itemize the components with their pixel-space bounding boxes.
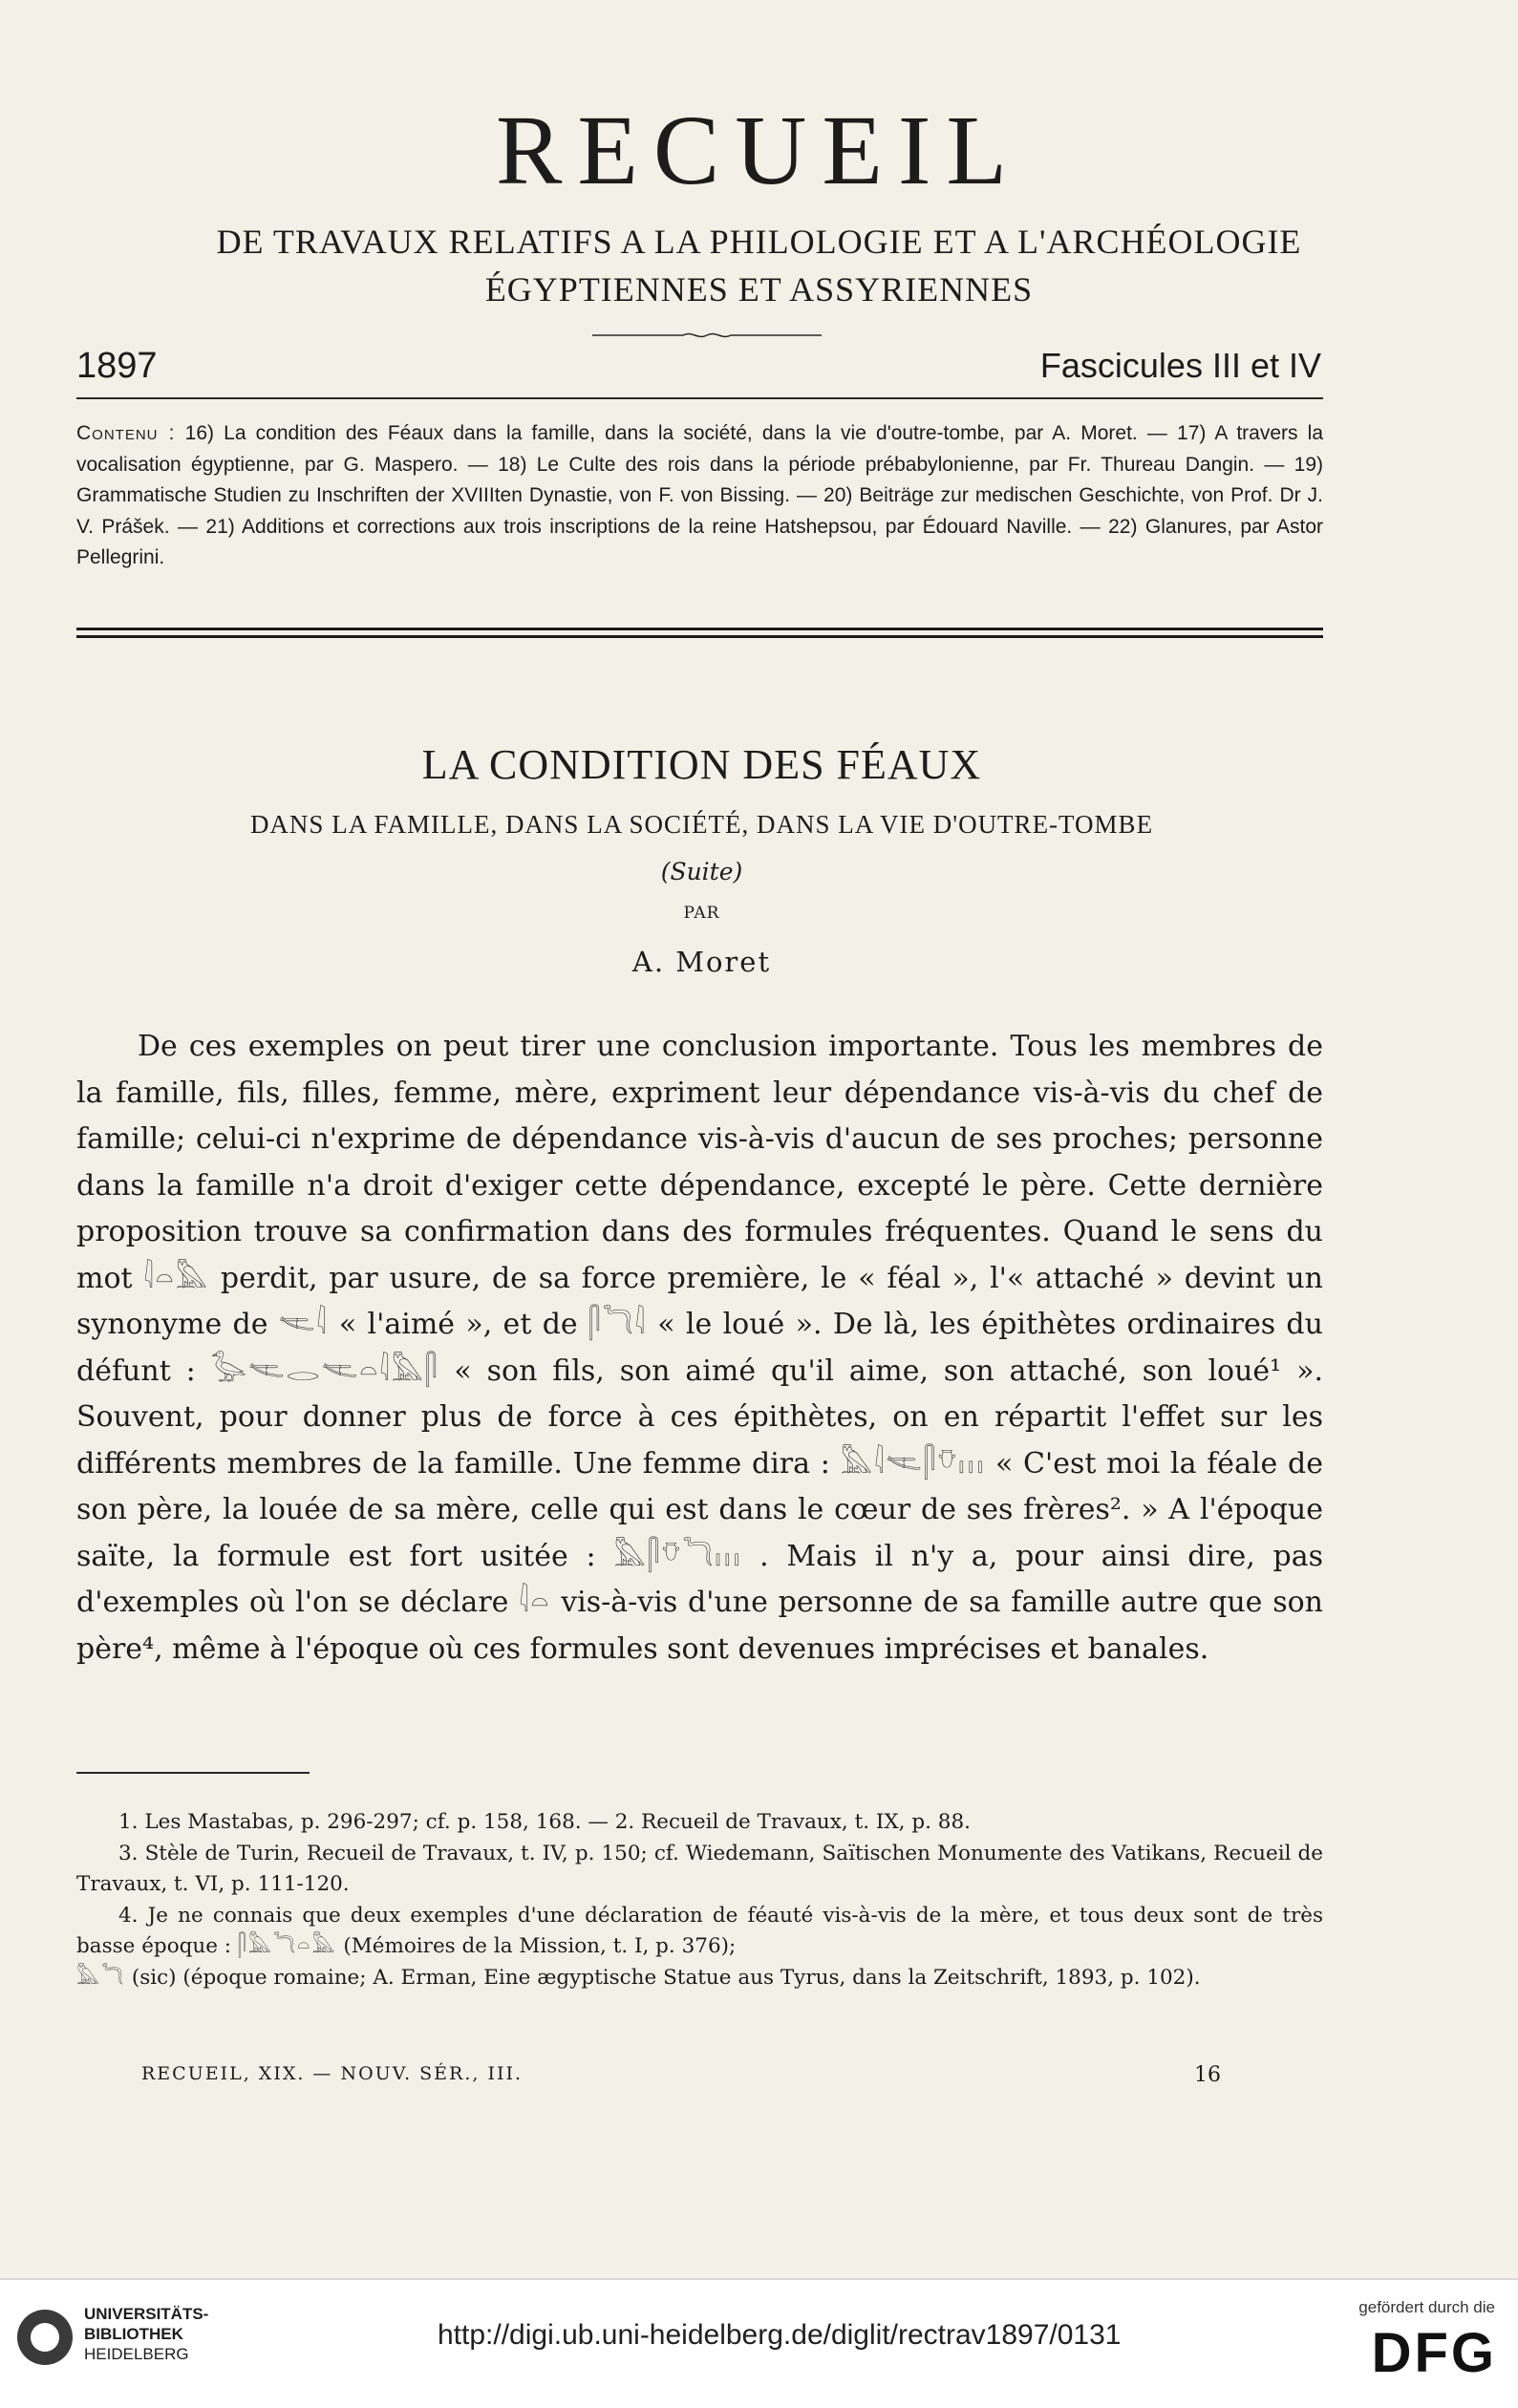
body-text: . Mais il n'y a, pour ainsi dire, pas d'exemples où l'on se déclare <box>76 1539 1323 1619</box>
page-number: 16 <box>1194 2063 1221 2087</box>
body-text: perdit, par usure, de sa force première, le « féal », l'« attaché » devint un synonyme de <box>76 1261 1323 1341</box>
body-text: « le loué ». De là, les épithètes ordinaires du défunt : <box>76 1308 1323 1388</box>
permalink-url[interactable]: http://digi.ub.uni-heidelberg.de/diglit/rectrav1897/0131 <box>438 2319 1122 2351</box>
hieroglyph-group-icon: 𓌻𓇋 <box>278 1308 329 1341</box>
volume-year: 1897 <box>76 346 158 386</box>
article-subtitle: DANS LA FAMILLE, DANS LA SOCIÉTÉ, DANS LA VIE D'OUTRE-TOMBE <box>249 810 1154 839</box>
hieroglyph-group-icon: 𓅓𓋴𓄣𓆓𓏥 <box>613 1539 742 1573</box>
running-footer: RECUEIL, XIX. — NOUV. SÉR., III. <box>141 2063 524 2084</box>
funding-note: gefördert durch die <box>1358 2298 1495 2316</box>
hieroglyph-group-icon: 𓋴𓆓𓇋 <box>588 1308 647 1341</box>
header-rule <box>76 397 1323 399</box>
footnote: 4. Je ne connais que deux exemples d'une déclaration de féauté vis-à-vis de la mère, et tous deux sont de très basse époque : 𓋴𓅓𓆓𓏏𓅓 (Mémoires de la Mission, t. I, p. 376); <box>76 1903 1323 1958</box>
footnote: 𓅓𓆓 (sic) (époque romaine; A. Erman, Eine ægyptische Statue aus Tyrus, dans la Zeitschrift, 1893, p. 102). <box>76 1965 1201 1990</box>
contents-label: Contenu : <box>76 422 176 444</box>
footnote: 3. Stèle de Turin, Recueil de Travaux, t. IV, p. 150; cf. Wiedemann, Saïtischen Monumente des Vatikans, Recueil de Travaux, t. VI, p. 111-120. <box>76 1841 1323 1896</box>
footnotes <box>76 1807 1323 1993</box>
footnote: 1. Les Mastabas, p. 296-297; cf. p. 158, 168. — 2. Recueil de Travaux, t. IX, p. 88. <box>118 1810 971 1834</box>
hieroglyph-group-icon: 𓇋𓏏𓅓 <box>143 1261 210 1295</box>
university-library-name: UNIVERSITÄTS- BIBLIOTHEK HEIDELBERG <box>84 2305 209 2363</box>
footnote-rule <box>76 1772 310 1774</box>
body-text: De ces exemples on peut tirer une conclusion importante. Tous les membres de la famille, fils, filles, femme, mère, expriment leur dépendance vis-à-vis du chef de famille; celui-ci n'exprime de dépendance vis-à-vis d'aucun de ses proches; personne dans la famille n'a droit d'exiger cette dépendance, excepté le père. Cette dernière proposition trouve sa confirmation dans des formules fréquentes. Quand le sens du mot <box>76 1030 1323 1295</box>
table-of-contents <box>76 418 1323 574</box>
hieroglyph-group-icon: 𓇋𓏏 <box>519 1586 551 1619</box>
body-text: vis-à-vis d'une personne de sa famille autre que son père⁴, même à l'époque où ces formules sont devenues imprécises et banales. <box>76 1586 1323 1666</box>
body-text: « C'est moi la féale de son père, la louée de sa mère, celle qui est dans le cœur de ses frères². » A l'époque saïte, la formule est fort usitée : <box>76 1446 1323 1573</box>
section-divider <box>76 628 1323 641</box>
contents-text: 16) La condition des Féaux dans la famille, dans la société, dans la vie d'outre-tombe, par A. Moret. — 17) A travers la vocalisation égyptienne, par G. Maspero. — 18) Le Culte des rois dans la période prébabylonienne, par Fr. Thureau Dangin. — 19) Grammatische Studien zu Inschriften der XVIIIten Dynastie, von F. von Bissing. — 20) Beiträge zur medischen Geschichte, von Prof. Dr J. V. Prášek. — 21) Additions et corrections aux trois inscriptions de la reine Hatshepsou, par Édouard Naville. — 22) Glanures, par Astor Pellegrini. <box>76 422 1324 568</box>
body-text: « son fils, son aimé qu'il aime, son attaché, son loué¹ ». Souvent, pour donner plus de force à ces épithètes, on en répartit l'effet sur les différents membres de la famille. Une femme dira : <box>76 1353 1323 1481</box>
hieroglyph-group-icon: 𓅭𓌻𓂋𓌻𓏏𓇋𓅓𓋴 <box>210 1353 439 1388</box>
hieroglyph-group-icon: 𓋴𓅓𓆓𓏏𓅓 <box>237 1934 337 1958</box>
hieroglyph-group-icon: 𓅓𓆓 <box>76 1965 125 1990</box>
journal-subtitle-line1: DE TRAVAUX RELATIFS A LA PHILOLOGIE ET A L'ARCHÉOLOGIE <box>216 223 1302 261</box>
journal-title: RECUEIL <box>495 96 1023 205</box>
dfg-logo: DFG <box>1371 2322 1497 2384</box>
article-title: LA CONDITION DES FÉAUX <box>421 741 982 788</box>
article-suite: (Suite) <box>660 858 743 885</box>
body-text: « l'aimé », et de <box>338 1308 578 1341</box>
article-par: PAR <box>683 904 720 923</box>
hieroglyph-group-icon: 𓅓𓇋𓌻𓋴𓄣𓏥 <box>840 1446 986 1481</box>
article-author: A. Moret <box>631 946 772 978</box>
flourish-ornament <box>592 330 822 340</box>
fascicle-label: Fascicules III et IV <box>1039 346 1321 385</box>
article-body <box>76 1024 1323 1673</box>
body-paragraph <box>76 1024 1323 1673</box>
university-seal-icon <box>17 2310 73 2365</box>
journal-subtitle-line2: ÉGYPTIENNES ET ASSYRIENNES <box>484 270 1034 309</box>
